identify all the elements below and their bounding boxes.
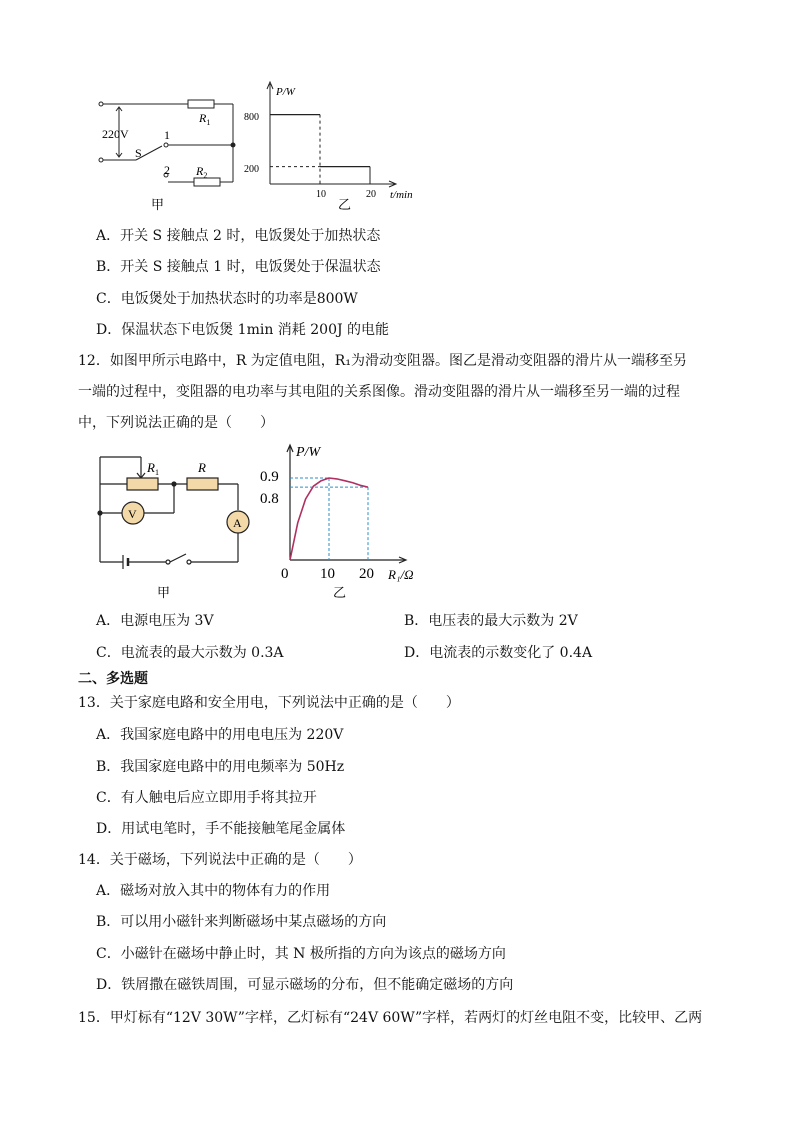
q12-stem-line1: 12．如图甲所示电路中，R 为定值电阻，R₁为滑动变阻器。图乙是滑动变阻器的滑片从一端移至另 [78, 353, 687, 369]
q13-stem: 13．关于家庭电路和安全用电，下列说法中正确的是（ ） [78, 695, 460, 711]
graph2-y-tick-0-8: 0.8 [260, 491, 279, 507]
graph2-x-tick-10: 10 [320, 566, 335, 582]
graph2-y-label: P/W [296, 445, 321, 460]
graph2-marks [290, 478, 368, 560]
rheostat-r1 [127, 478, 158, 490]
q15-stem: 15．甲灯标有“12V 30W”字样，乙灯标有“24V 60W”字样，若两灯的灯丝电阻不变，比较甲、乙两 [78, 1010, 703, 1026]
q14-option-b: B．可以用小磁针来判断磁场中某点磁场的方向 [96, 914, 387, 930]
switch-label: S [135, 146, 142, 160]
caption-yi-2: 乙 [333, 585, 347, 600]
contact-1-label: 1 [164, 128, 170, 142]
q12-stem-line3: 中，下列说法正确的是（ ） [78, 415, 274, 431]
figure-rice-cooker [90, 76, 440, 216]
resistor-r [187, 478, 218, 490]
q11-option-d: D．保温状态下电饭煲 1min 消耗 200J 的电能 [96, 322, 390, 338]
r-label-2: R [198, 460, 206, 475]
q12-stem-line2: 一端的过程中，变阻器的电功率与其电阻的关系图像。滑动变阻器的滑片从一端移至另一端的过程 [78, 384, 680, 400]
graph1-marks [270, 115, 370, 184]
q12-option-a: A．电源电压为 3V [96, 613, 214, 629]
graph2-y-tick-0-9: 0.9 [260, 469, 279, 485]
graph1-y-tick-200: 200 [244, 164, 259, 175]
voltmeter-label: V [128, 507, 137, 521]
power-resistance-graph [287, 445, 406, 563]
q12-option-d: D．电流表的示数变化了 0.4A [404, 645, 593, 661]
q14-option-d: D．铁屑撒在磁铁周围，可显示磁场的分布，但不能确定磁场的方向 [96, 977, 514, 993]
q13-option-d: D．用试电笔时，手不能接触笔尾金属体 [96, 821, 346, 837]
r2-label: $R_2$ [196, 164, 208, 180]
q12-option-b: B．电压表的最大示数为 2V [404, 613, 578, 629]
r1-label: $R_1$ [199, 111, 211, 127]
graph2-x-tick-20: 20 [359, 566, 374, 582]
graph1-x-tick-20: 20 [366, 189, 376, 200]
q14-option-c: C．小磁针在磁场中静止时，其 N 极所指的方向为该点的磁场方向 [96, 946, 506, 962]
q14-option-a: A．磁场对放入其中的物体有力的作用 [96, 883, 331, 899]
r1-label-2: $R_1$ [147, 460, 159, 477]
resistor-r1 [188, 100, 214, 108]
caption-jia-2: 甲 [157, 585, 171, 600]
circuit-diagram-2 [98, 457, 249, 569]
q11-option-c: C．电饭煲处于加热状态时的功率是800W [96, 291, 358, 307]
graph2-x-label: R₁/Ω [388, 567, 414, 582]
graph1-x-label: t/min [390, 189, 413, 201]
q11-option-a: A．开关 S 接触点 2 时，电饭煲处于加热状态 [96, 228, 381, 244]
ammeter-label: A [233, 516, 242, 530]
graph2-x-tick-0: 0 [281, 566, 289, 582]
q13-option-b: B．我国家庭电路中的用电频率为 50Hz [96, 759, 345, 775]
section-heading-multiple-choice: 二、多选题 [78, 671, 148, 687]
graph1-y-tick-800: 800 [244, 112, 259, 123]
q13-option-c: C．有人触电后应立即用手将其拉开 [96, 790, 317, 806]
figure-sliding-rheostat [90, 440, 430, 605]
graph1-y-label: P/W [276, 86, 295, 98]
caption-jia-1: 甲 [151, 197, 165, 212]
caption-yi-1: 乙 [338, 197, 352, 212]
voltage-label: 220V [102, 127, 129, 141]
q12-option-c: C．电流表的最大示数为 0.3A [96, 645, 284, 661]
q14-stem: 14．关于磁场，下列说法中正确的是（ ） [78, 852, 362, 868]
graph1-x-tick-10: 10 [316, 189, 326, 200]
q13-option-a: A．我国家庭电路中的用电电压为 220V [96, 727, 344, 743]
contact-2-label: 2 [164, 163, 170, 177]
q11-option-b: B．开关 S 接触点 1 时，电饭煲处于保温状态 [96, 259, 381, 275]
